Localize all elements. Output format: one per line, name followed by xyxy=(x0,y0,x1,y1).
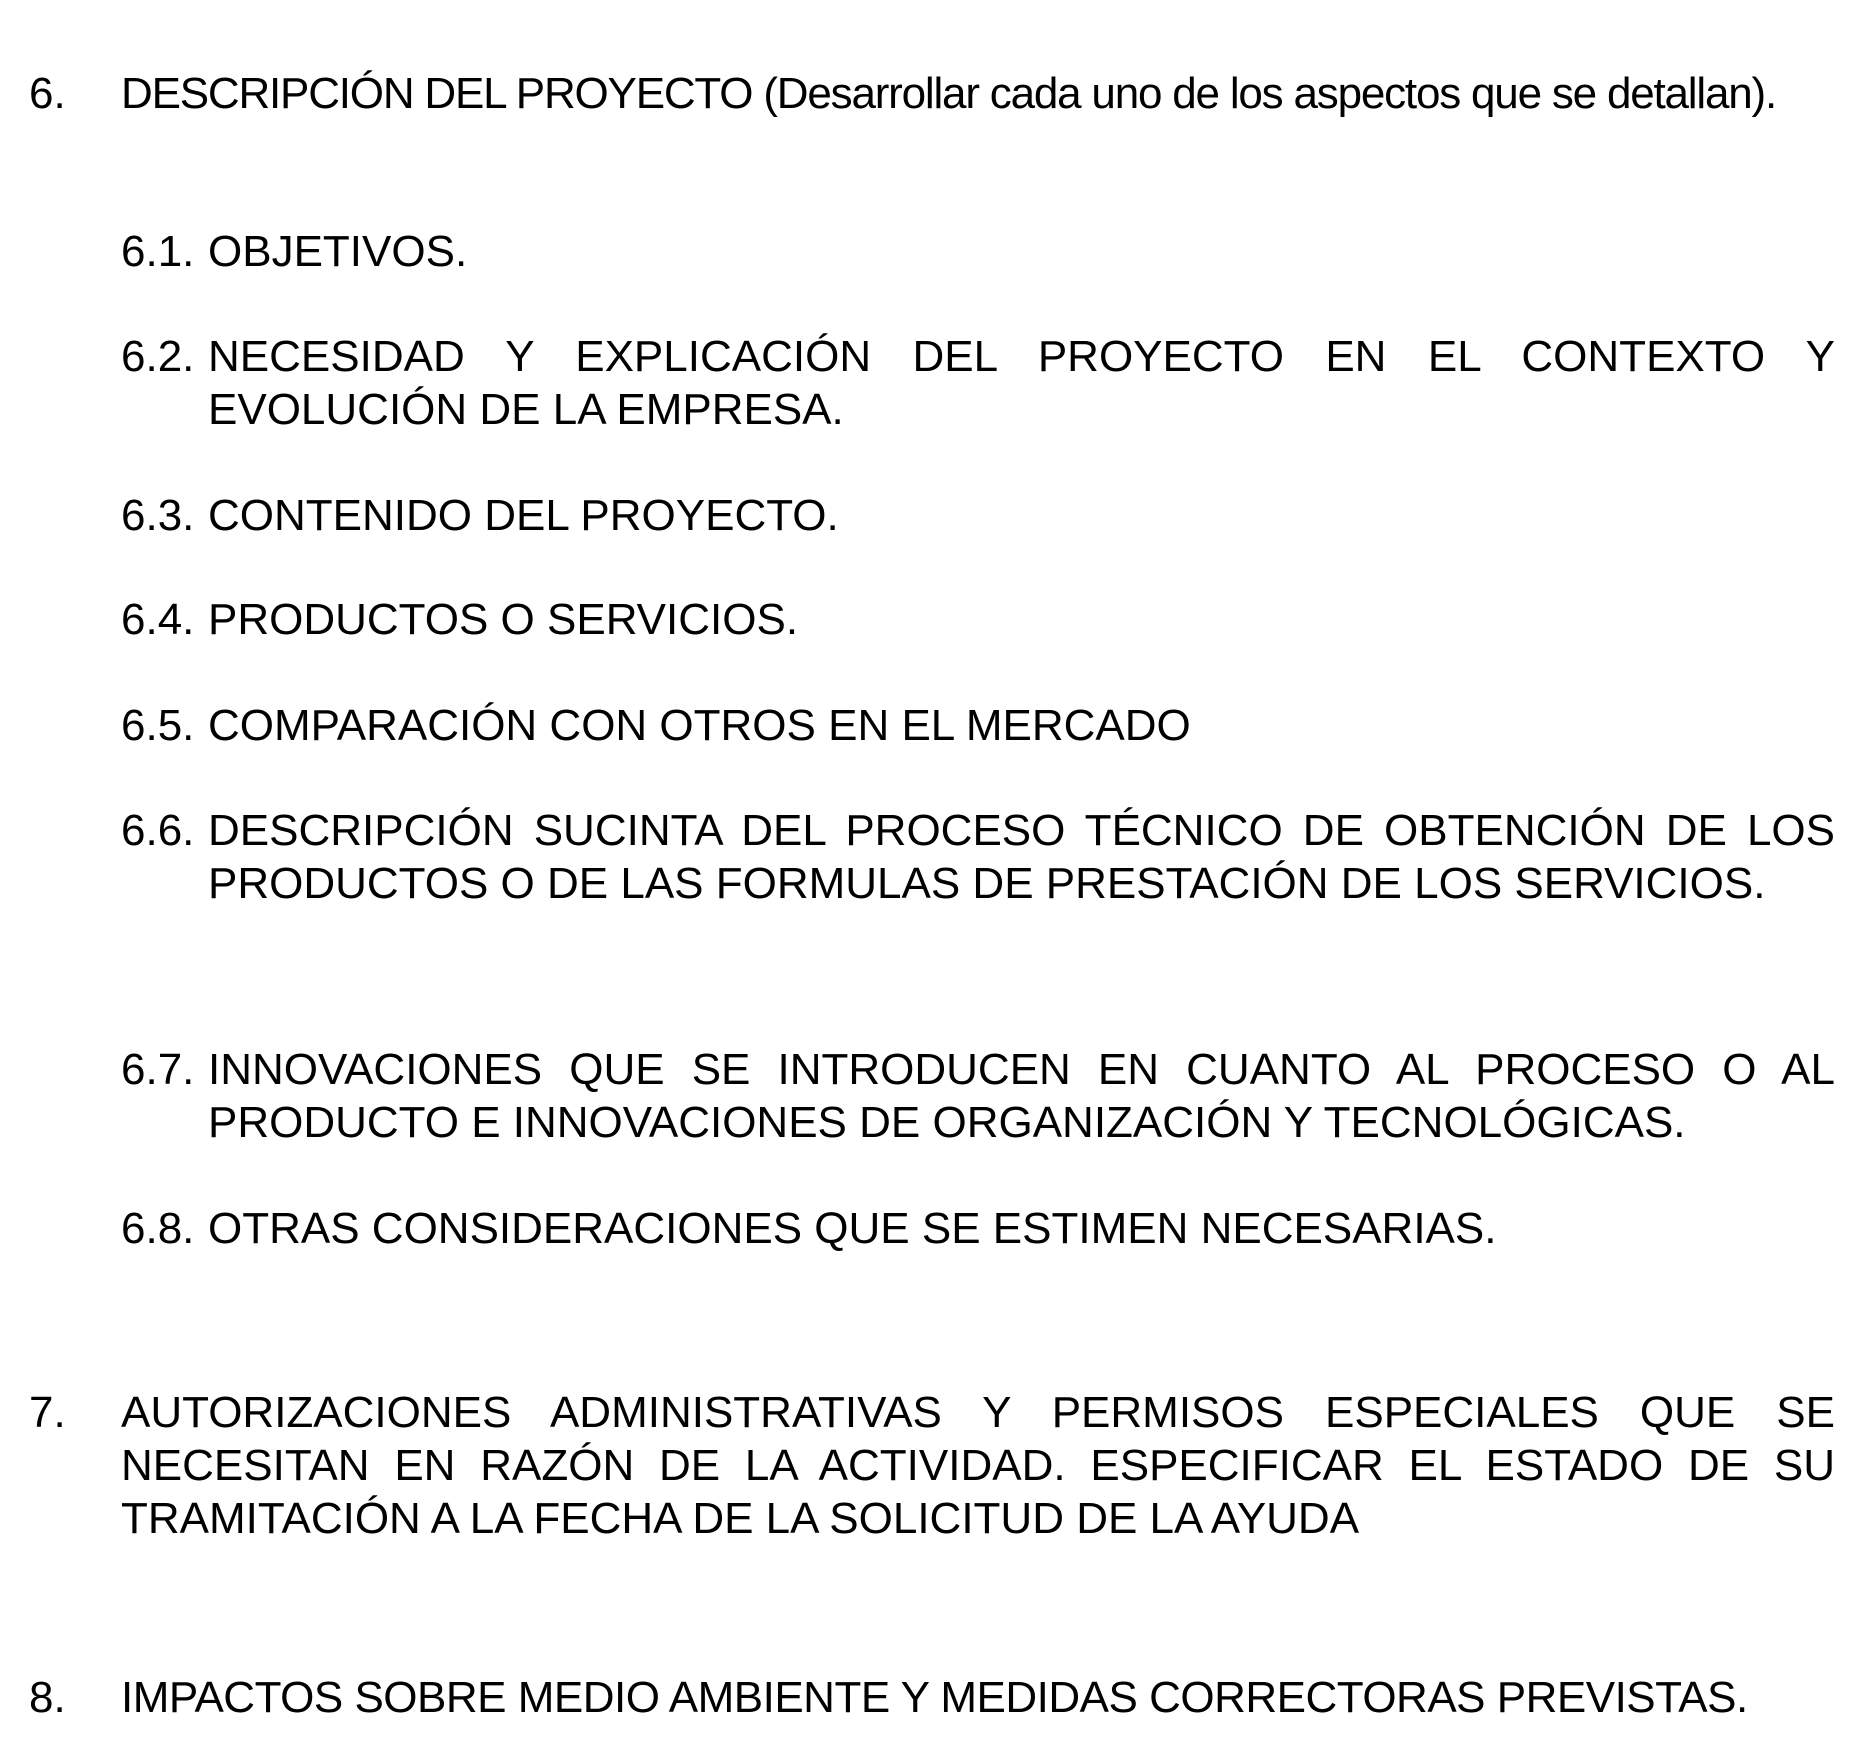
subsection-number: 6.5. xyxy=(121,701,195,750)
subsection-heading: INNOVACIONES QUE SE INTRODUCEN EN CUANTO AL PROCESO O AL PRODUCTO E INNOVACIONES DE ORGANIZACIÓN Y TECNOLÓGICAS. xyxy=(208,1045,1835,1147)
subsection-heading: CONTENIDO DEL PROYECTO. xyxy=(208,491,839,540)
subsection-number: 6.7. xyxy=(121,1045,195,1094)
subsection-heading: NECESIDAD Y EXPLICACIÓN DEL PROYECTO EN EL CONTEXTO Y EVOLUCIÓN DE LA EMPRESA. xyxy=(208,332,1835,434)
subsection-number: 6.8. xyxy=(121,1204,195,1253)
section-heading: AUTORIZACIONES ADMINISTRATIVAS Y PERMISOS ESPECIALES QUE SE NECESITAN EN RAZÓN DE LA ACTIVIDAD. ESPECIFICAR EL ESTADO DE SU TRAMITACIÓN A LA FECHA DE LA SOLICITUD DE LA AYUDA xyxy=(121,1388,1835,1543)
subsection-number: 6.1. xyxy=(121,227,195,276)
subsection-number: 6.2. xyxy=(121,332,195,381)
section-number: 8. xyxy=(29,1673,66,1722)
subsection-number: 6.4. xyxy=(121,595,195,644)
subsection-heading: COMPARACIÓN CON OTROS EN EL MERCADO xyxy=(208,701,1191,750)
section-number: 6. xyxy=(29,69,66,118)
section-heading: DESCRIPCIÓN DEL PROYECTO (Desarrollar cada uno de los aspectos que se detallan). xyxy=(121,69,1776,118)
subsection-heading: OTRAS CONSIDERACIONES QUE SE ESTIMEN NECESARIAS. xyxy=(208,1204,1497,1253)
section-number: 7. xyxy=(29,1388,66,1437)
subsection-heading: DESCRIPCIÓN SUCINTA DEL PROCESO TÉCNICO DE OBTENCIÓN DE LOS PRODUCTOS O DE LAS FORMULAS DE PRESTACIÓN DE LOS SERVICIOS. xyxy=(208,806,1835,908)
section-heading: IMPACTOS SOBRE MEDIO AMBIENTE Y MEDIDAS CORRECTORAS PREVISTAS. xyxy=(121,1673,1748,1722)
subsection-heading: PRODUCTOS O SERVICIOS. xyxy=(208,595,799,644)
subsection-heading: OBJETIVOS. xyxy=(208,227,468,276)
subsection-number: 6.6. xyxy=(121,806,195,855)
subsection-number: 6.3. xyxy=(121,491,195,540)
